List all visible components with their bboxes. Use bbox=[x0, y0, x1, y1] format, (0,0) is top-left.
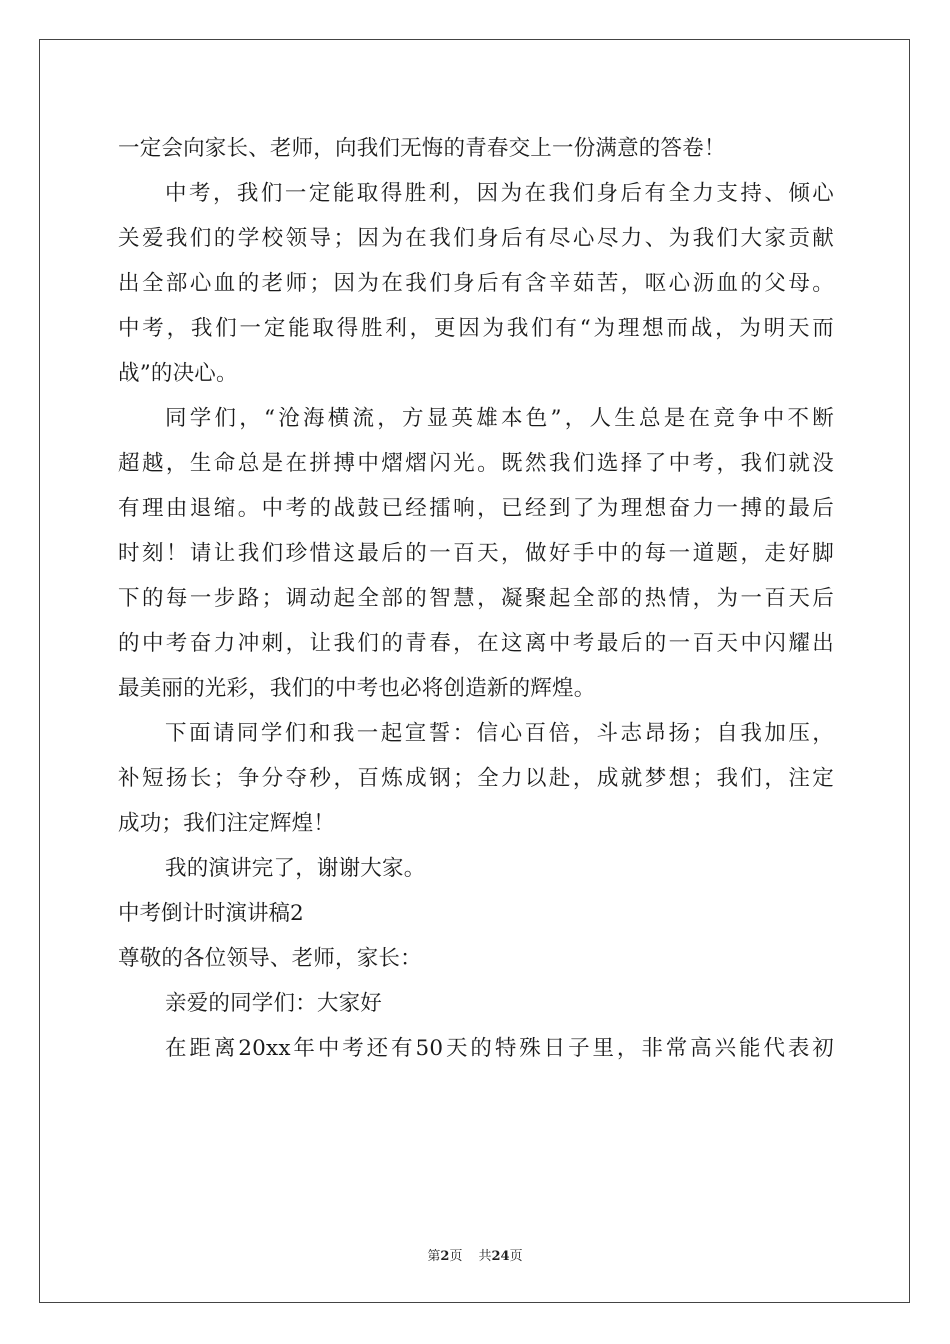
total-prefix: 共 bbox=[478, 1249, 492, 1264]
page-suffix: 页 bbox=[449, 1249, 463, 1264]
text-line: 战”的决心。 bbox=[118, 361, 238, 386]
text-line: 中考，我们一定能取得胜利，更因为我们有“为理想而战，为明天而 bbox=[118, 316, 834, 341]
text-line: 时刻！请让我们珍惜这最后的一百天，做好手中的每一道题，走好脚 bbox=[118, 541, 834, 566]
page-footer bbox=[0, 1245, 950, 1264]
section-heading: 中考倒计时演讲稿2 bbox=[118, 901, 304, 926]
salutation-line: 尊敬的各位领导、老师，家长： bbox=[118, 946, 422, 971]
document-body bbox=[118, 126, 834, 1071]
text-line: 超越，生命总是在拼搏中熠熠闪光。既然我们选择了中考，我们就没 bbox=[118, 451, 834, 476]
paragraph-start-line: 同学们，“沧海横流，方显英雄本色”，人生总是在竞争中不断 bbox=[165, 406, 834, 431]
page-prefix: 第 bbox=[427, 1249, 441, 1264]
text-line: 最美丽的光彩，我们的中考也必将创造新的辉煌。 bbox=[118, 676, 596, 701]
total-suffix: 页 bbox=[509, 1249, 523, 1264]
text-line: 补短扬长；争分夺秒，百炼成钢；全力以赴，成就梦想；我们，注定 bbox=[118, 766, 834, 791]
paragraph-start-line: 在距离20xx年中考还有50天的特殊日子里，非常高兴能代表初 bbox=[165, 1036, 834, 1061]
text-line: 下的每一步路；调动起全部的智慧，凝聚起全部的热情，为一百天后 bbox=[118, 586, 834, 611]
text-line: 的中考奋力冲刺，让我们的青春，在这离中考最后的一百天中闪耀出 bbox=[118, 631, 834, 656]
paragraph-start-line: 我的演讲完了，谢谢大家。 bbox=[165, 856, 426, 881]
greeting-line: 亲爱的同学们：大家好 bbox=[165, 991, 383, 1016]
text-line: 一定会向家长、老师，向我们无悔的青春交上一份满意的答卷！ bbox=[118, 136, 726, 161]
text-line: 出全部心血的老师；因为在我们身后有含辛茹苦，呕心沥血的父母。 bbox=[118, 271, 834, 296]
text-line: 有理由退缩。中考的战鼓已经擂响，已经到了为理想奋力一搏的最后 bbox=[118, 496, 834, 521]
text-line: 关爱我们的学校领导；因为在我们身后有尽心尽力、为我们大家贡献 bbox=[118, 226, 834, 251]
paragraph-start-line: 中考，我们一定能取得胜利，因为在我们身后有全力支持、倾心 bbox=[165, 181, 834, 206]
page-number: 2 bbox=[440, 1249, 450, 1264]
total-pages: 24 bbox=[491, 1249, 510, 1264]
paragraph-start-line: 下面请同学们和我一起宣誓：信心百倍，斗志昂扬；自我加压， bbox=[165, 721, 834, 746]
text-line: 成功；我们注定辉煌！ bbox=[118, 811, 336, 836]
